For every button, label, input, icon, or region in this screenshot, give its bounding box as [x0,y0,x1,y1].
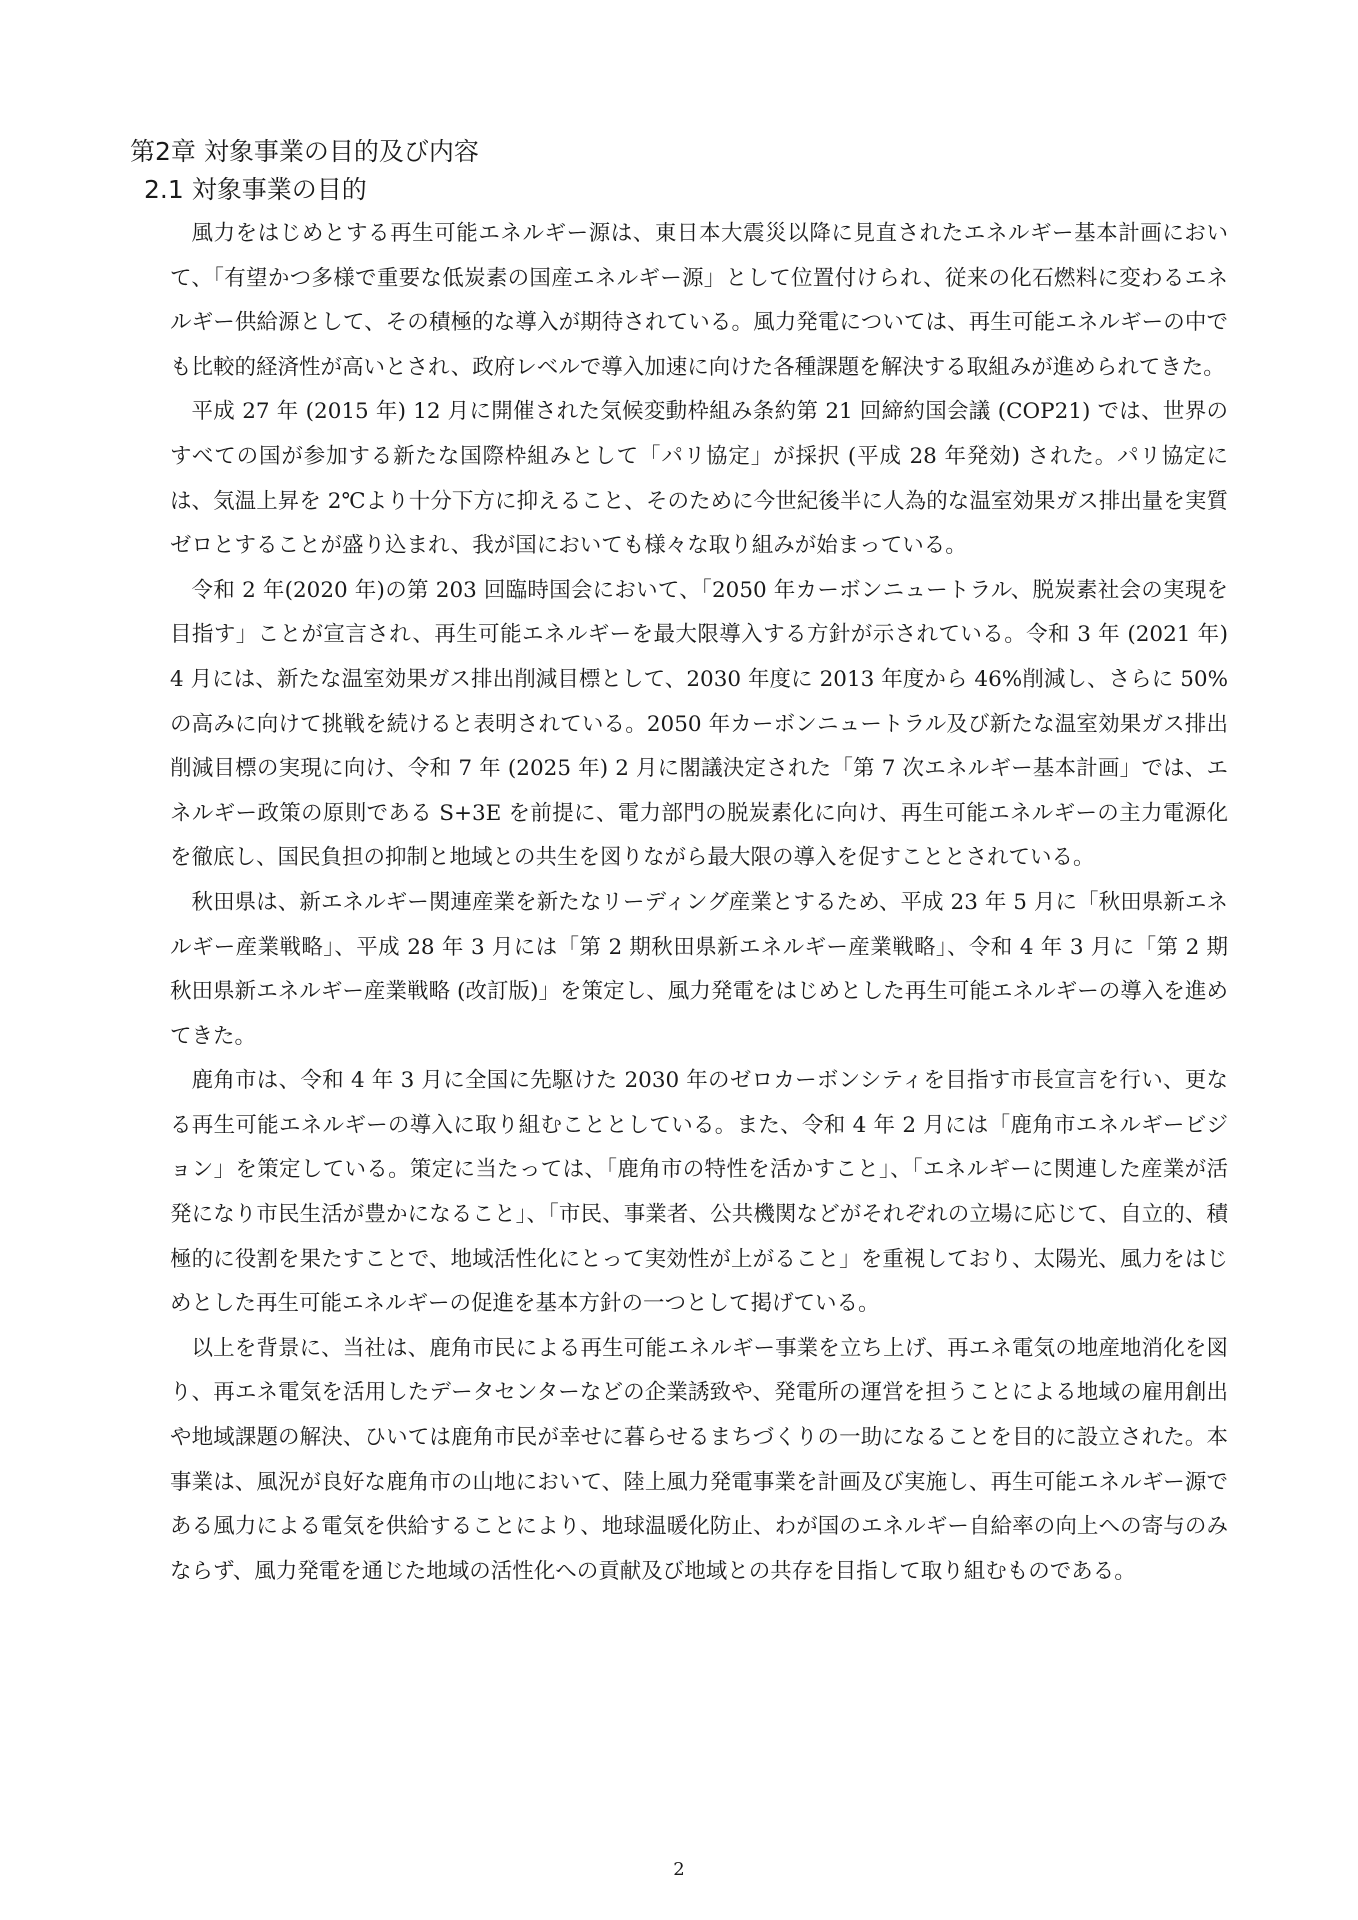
paragraph-carbon-neutral: 令和 2 年(2020 年)の第 203 回臨時国会において、「2050 年カーボンニュートラル、脱炭素社会の実現を目指す」ことが宣言され、再生可能エネルギーを最大限導入する方針が示されている。令和 3 年 (2021 年) 4 月には、新たな温室効果ガス排出削減目標として、2030 年度に 2013 年度から 46%削減し、さらに 50%の高みに向けて挑戦を続けると表明されている。2050 年カーボンニュートラル及び新たな温室効果ガス排出削減目標の実現に向け、令和 7 年 (2025 年) 2 月に閣議決定された「第 7 次エネルギー基本計画」では、エネルギー政策の原則である S+3E を前提に、電力部門の脱炭素化に向け、再生可能エネルギーの主力電源化を徹底し、国民負担の抑制と地域との共生を図りながら最大限の導入を促すこととされている。 [170,577,1228,871]
page-number: 2 [673,1859,685,1880]
document-page [130,0,1228,1920]
section-title: 2.1 対象事業の目的 [144,175,367,204]
paragraph-renewable-energy: 風力をはじめとする再生可能エネルギー源は、東日本大震災以降に見直されたエネルギー基本計画において、「有望かつ多様で重要な低炭素の国産エネルギー源」として位置付けられ、従来の化石燃料に変わるエネルギー供給源として、その積極的な導入が期待されている。風力発電については、再生可能エネルギーの中でも比較的経済性が高いとされ、政府レベルで導入加速に向けた各種課題を解決する取組みが進められてきた。 [170,221,1228,380]
chapter-title: 第2章 対象事業の目的及び内容 [130,137,479,166]
paragraph-paris-agreement: 平成 27 年 (2015 年) 12 月に開催された気候変動枠組み条約第 21 回締約国会議 (COP21) では、世界のすべての国が参加する新たな国際枠組みとして「パリ協定」が採択 (平成 28 年発効) された。パリ協定には、気温上昇を 2℃より十分下方に抑えること、そのために今世紀後半に人為的な温室効果ガス排出量を実質ゼロとすることが盛り込まれ、我が国においても様々な取り組みが始まっている。 [170,399,1228,559]
paragraph-akita-prefecture: 秋田県は、新エネルギー関連産業を新たなリーディング産業とするため、平成 23 年 5 月に「秋田県新エネルギー産業戦略」、平成 28 年 3 月には「第 2 期秋田県新エネルギー産業戦略」、令和 4 年 3 月に「第 2 期秋田県新エネルギー産業戦略 (改訂版)」を策定し、風力発電をはじめとした再生可能エネルギーの導入を進めてきた。 [170,889,1228,1049]
section-body [170,212,1228,1594]
paragraph-kazuno-city: 鹿角市は、令和 4 年 3 月に全国に先駆けた 2030 年のゼロカーボンシティを目指す市長宣言を行い、更なる再生可能エネルギーの導入に取り組むこととしている。また、令和 4 年 2 月には「鹿角市エネルギービジョン」を策定している。策定に当たっては、「鹿角市の特性を活かすこと」、「エネルギーに関連した産業が活発になり市民生活が豊かになること」、「市民、事業者、公共機関などがそれぞれの立場に応じて、自立的、積極的に役割を果たすことで、地域活性化にとって実効性が上がること」を重視しており、太陽光、風力をはじめとした再生可能エネルギーの促進を基本方針の一つとして掲げている。 [170,1068,1228,1317]
paragraph-project-purpose: 以上を背景に、当社は、鹿角市民による再生可能エネルギー事業を立ち上げ、再エネ電気の地産地消化を図り、再エネ電気を活用したデータセンターなどの企業誘致や、発電所の運営を担うことによる地域の雇用創出や地域課題の解決、ひいては鹿角市民が幸せに暮らせるまちづくりの一助になることを目的に設立された。本事業は、風況が良好な鹿角市の山地において、陸上風力発電事業を計画及び実施し、再生可能エネルギー源である風力による電気を供給することにより、地球温暖化防止、わが国のエネルギー自給率の向上への寄与のみならず、風力発電を通じた地域の活性化への貢献及び地域との共存を目指して取り組むものである。 [170,1335,1228,1584]
